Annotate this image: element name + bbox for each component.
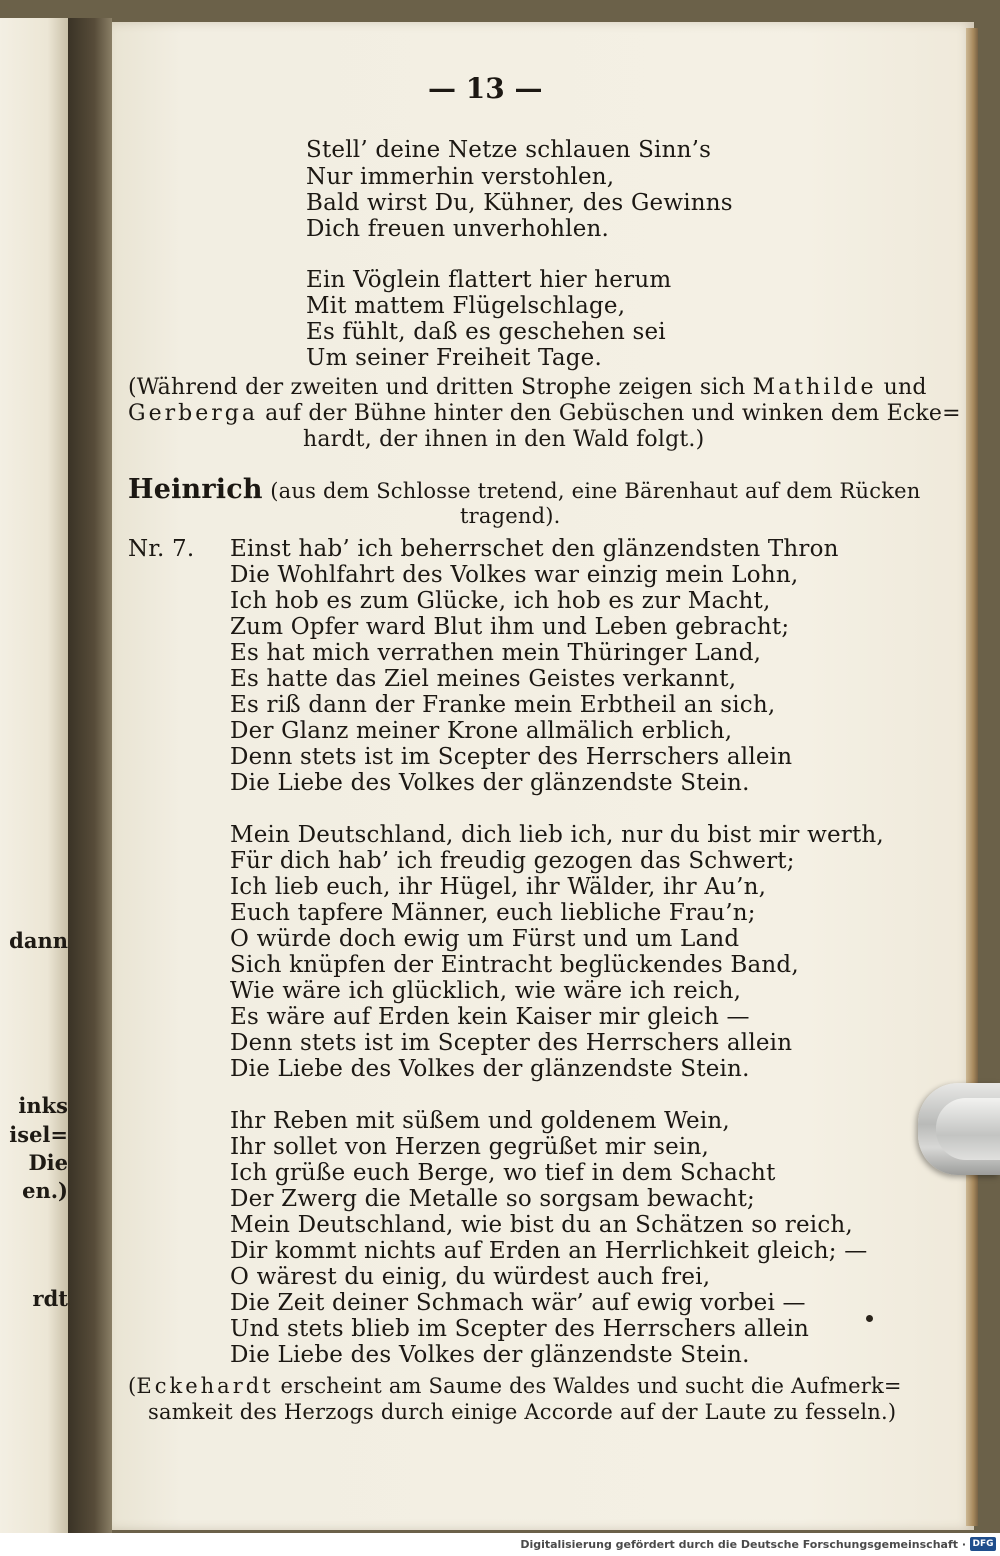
lyric-line: Ihr sollet von Herzen gegrüßet mir sein, xyxy=(230,1134,709,1160)
lyric-line: Die Zeit deiner Schmach wär’ auf ewig vorbei — xyxy=(230,1290,806,1316)
speaker-direction: (aus dem Schlosse tretend, eine Bärenhaut auf dem Rücken xyxy=(270,479,921,503)
funding-credit: Digitalisierung gefördert durch die Deutsche Forschungsgemeinschaft · xyxy=(520,1538,966,1551)
lyric-line: Ihr Reben mit süßem und goldenem Wein, xyxy=(230,1108,730,1134)
speaker-name: Heinrich xyxy=(128,474,263,505)
footer-bar xyxy=(0,1533,1000,1556)
verse-line: Dich freuen unverhohlen. xyxy=(306,216,610,242)
lyric-line: Ich hob es zum Glücke, ich hob es zur Macht, xyxy=(230,588,771,614)
book-gutter xyxy=(68,18,112,1533)
lyric-line: Einst hab’ ich beherrschet den glänzendsten Thron xyxy=(230,536,839,562)
page-edge xyxy=(966,28,978,1526)
lyric-line: Zum Opfer ward Blut ihm und Leben gebracht; xyxy=(230,614,790,640)
left-page-fragment: en.) xyxy=(22,1178,68,1203)
lyric-line: Mein Deutschland, wie bist du an Schätzen so reich, xyxy=(230,1212,853,1238)
lyric-line: Ich lieb euch, ihr Hügel, ihr Wälder, ihr Au’n, xyxy=(230,874,767,900)
verse-line: Mit mattem Flügelschlage, xyxy=(306,293,626,319)
speaker-direction: tragend). xyxy=(460,504,561,528)
verse-line: Nur immerhin verstohlen, xyxy=(306,164,615,190)
lyric-line: Der Zwerg die Metalle so sorgsam bewacht; xyxy=(230,1186,756,1212)
stage-direction-line xyxy=(128,403,961,425)
character-name: Eckehardt xyxy=(136,1374,274,1398)
lyric-line: Euch tapfere Männer, euch liebliche Frau’n; xyxy=(230,900,756,926)
direction-text: erscheint am Saume des Waldes und sucht die Aufmerk= xyxy=(273,1374,902,1398)
left-page-fragment: dann xyxy=(9,928,68,953)
left-page-fragment: Die xyxy=(28,1150,68,1175)
lyric-line: Die Liebe des Volkes der glänzendste Stein. xyxy=(230,1056,750,1082)
stage-direction-line xyxy=(128,377,927,399)
lyric-line: Für dich hab’ ich freudig gezogen das Schwert; xyxy=(230,848,795,874)
verse-line: Stell’ deine Netze schlauen Sinn’s xyxy=(306,137,712,163)
lyric-line: Es riß dann der Franke mein Erbtheil an sich, xyxy=(230,692,776,718)
verse-line: Ein Vöglein flattert hier herum xyxy=(306,267,672,293)
lyric-line: Die Wohlfahrt des Volkes war einzig mein Lohn, xyxy=(230,562,799,588)
lyric-line: O würde doch ewig um Fürst und um Land xyxy=(230,926,740,952)
lyric-line: Und stets blieb im Scepter des Herrschers allein xyxy=(230,1316,810,1342)
lyric-line: Die Liebe des Volkes der glänzendste Stein. xyxy=(230,1342,750,1368)
lyric-line: Sich knüpfen der Eintracht beglückendes Band, xyxy=(230,952,799,978)
stage-direction-line: hardt, der ihnen in den Wald folgt.) xyxy=(303,427,705,452)
lyric-line: Denn stets ist im Scepter des Herrschers allein xyxy=(230,744,793,770)
speaker-line xyxy=(128,476,921,503)
lyric-line: Ich grüße euch Berge, wo tief in dem Schacht xyxy=(230,1160,776,1186)
lyric-line: Es hat mich verrathen mein Thüringer Land, xyxy=(230,640,762,666)
verse-line: Es fühlt, daß es geschehen sei xyxy=(306,319,666,345)
page-clip-highlight xyxy=(936,1098,1000,1160)
lyric-line: Der Glanz meiner Krone allmälich erblich, xyxy=(230,718,733,744)
lyric-line: Die Liebe des Volkes der glänzendste Stein. xyxy=(230,770,750,796)
left-page-fragment: rdt xyxy=(32,1286,68,1311)
left-page-fragment: isel= xyxy=(9,1122,68,1147)
stage-direction-line: (Eckehardt erscheint am Saume des Waldes und sucht die Aufmerk= xyxy=(128,1374,902,1398)
character-name: Mathilde xyxy=(752,375,877,400)
lyric-line: Mein Deutschland, dich lieb ich, nur du bist mir werth, xyxy=(230,822,884,848)
song-number: Nr. 7. xyxy=(128,536,195,562)
lyric-line: Wie wäre ich glücklich, wie wäre ich reich, xyxy=(230,978,742,1004)
stage-direction-line: samkeit des Herzogs durch einige Accorde auf der Laute zu fesseln.) xyxy=(148,1400,897,1424)
verse-line: Um seiner Freiheit Tage. xyxy=(306,345,602,371)
direction-text: auf der Bühne hinter den Gebüschen und winken dem Ecke= xyxy=(257,401,961,426)
dfg-logo: DFG xyxy=(970,1537,996,1551)
lyric-line: Denn stets ist im Scepter des Herrschers allein xyxy=(230,1030,793,1056)
verse-line: Bald wirst Du, Kühner, des Gewinns xyxy=(306,190,733,216)
character-name: Gerberga xyxy=(128,401,258,426)
lyric-line: Es hatte das Ziel meines Geistes verkannt, xyxy=(230,666,737,692)
left-page-fragment: inks xyxy=(18,1093,68,1118)
lyric-line: Es wäre auf Erden kein Kaiser mir gleich — xyxy=(230,1004,750,1030)
ink-speck xyxy=(866,1315,873,1322)
lyric-line: O wärest du einig, du würdest auch frei, xyxy=(230,1264,711,1290)
page-number: — 13 — xyxy=(428,72,543,105)
lyric-line: Dir kommt nichts auf Erden an Herrlichkeit gleich; — xyxy=(230,1238,868,1264)
direction-text: und xyxy=(876,375,927,400)
direction-text: (Während der zweiten und dritten Strophe zeigen sich xyxy=(128,375,753,400)
previous-page-strip xyxy=(0,18,68,1533)
